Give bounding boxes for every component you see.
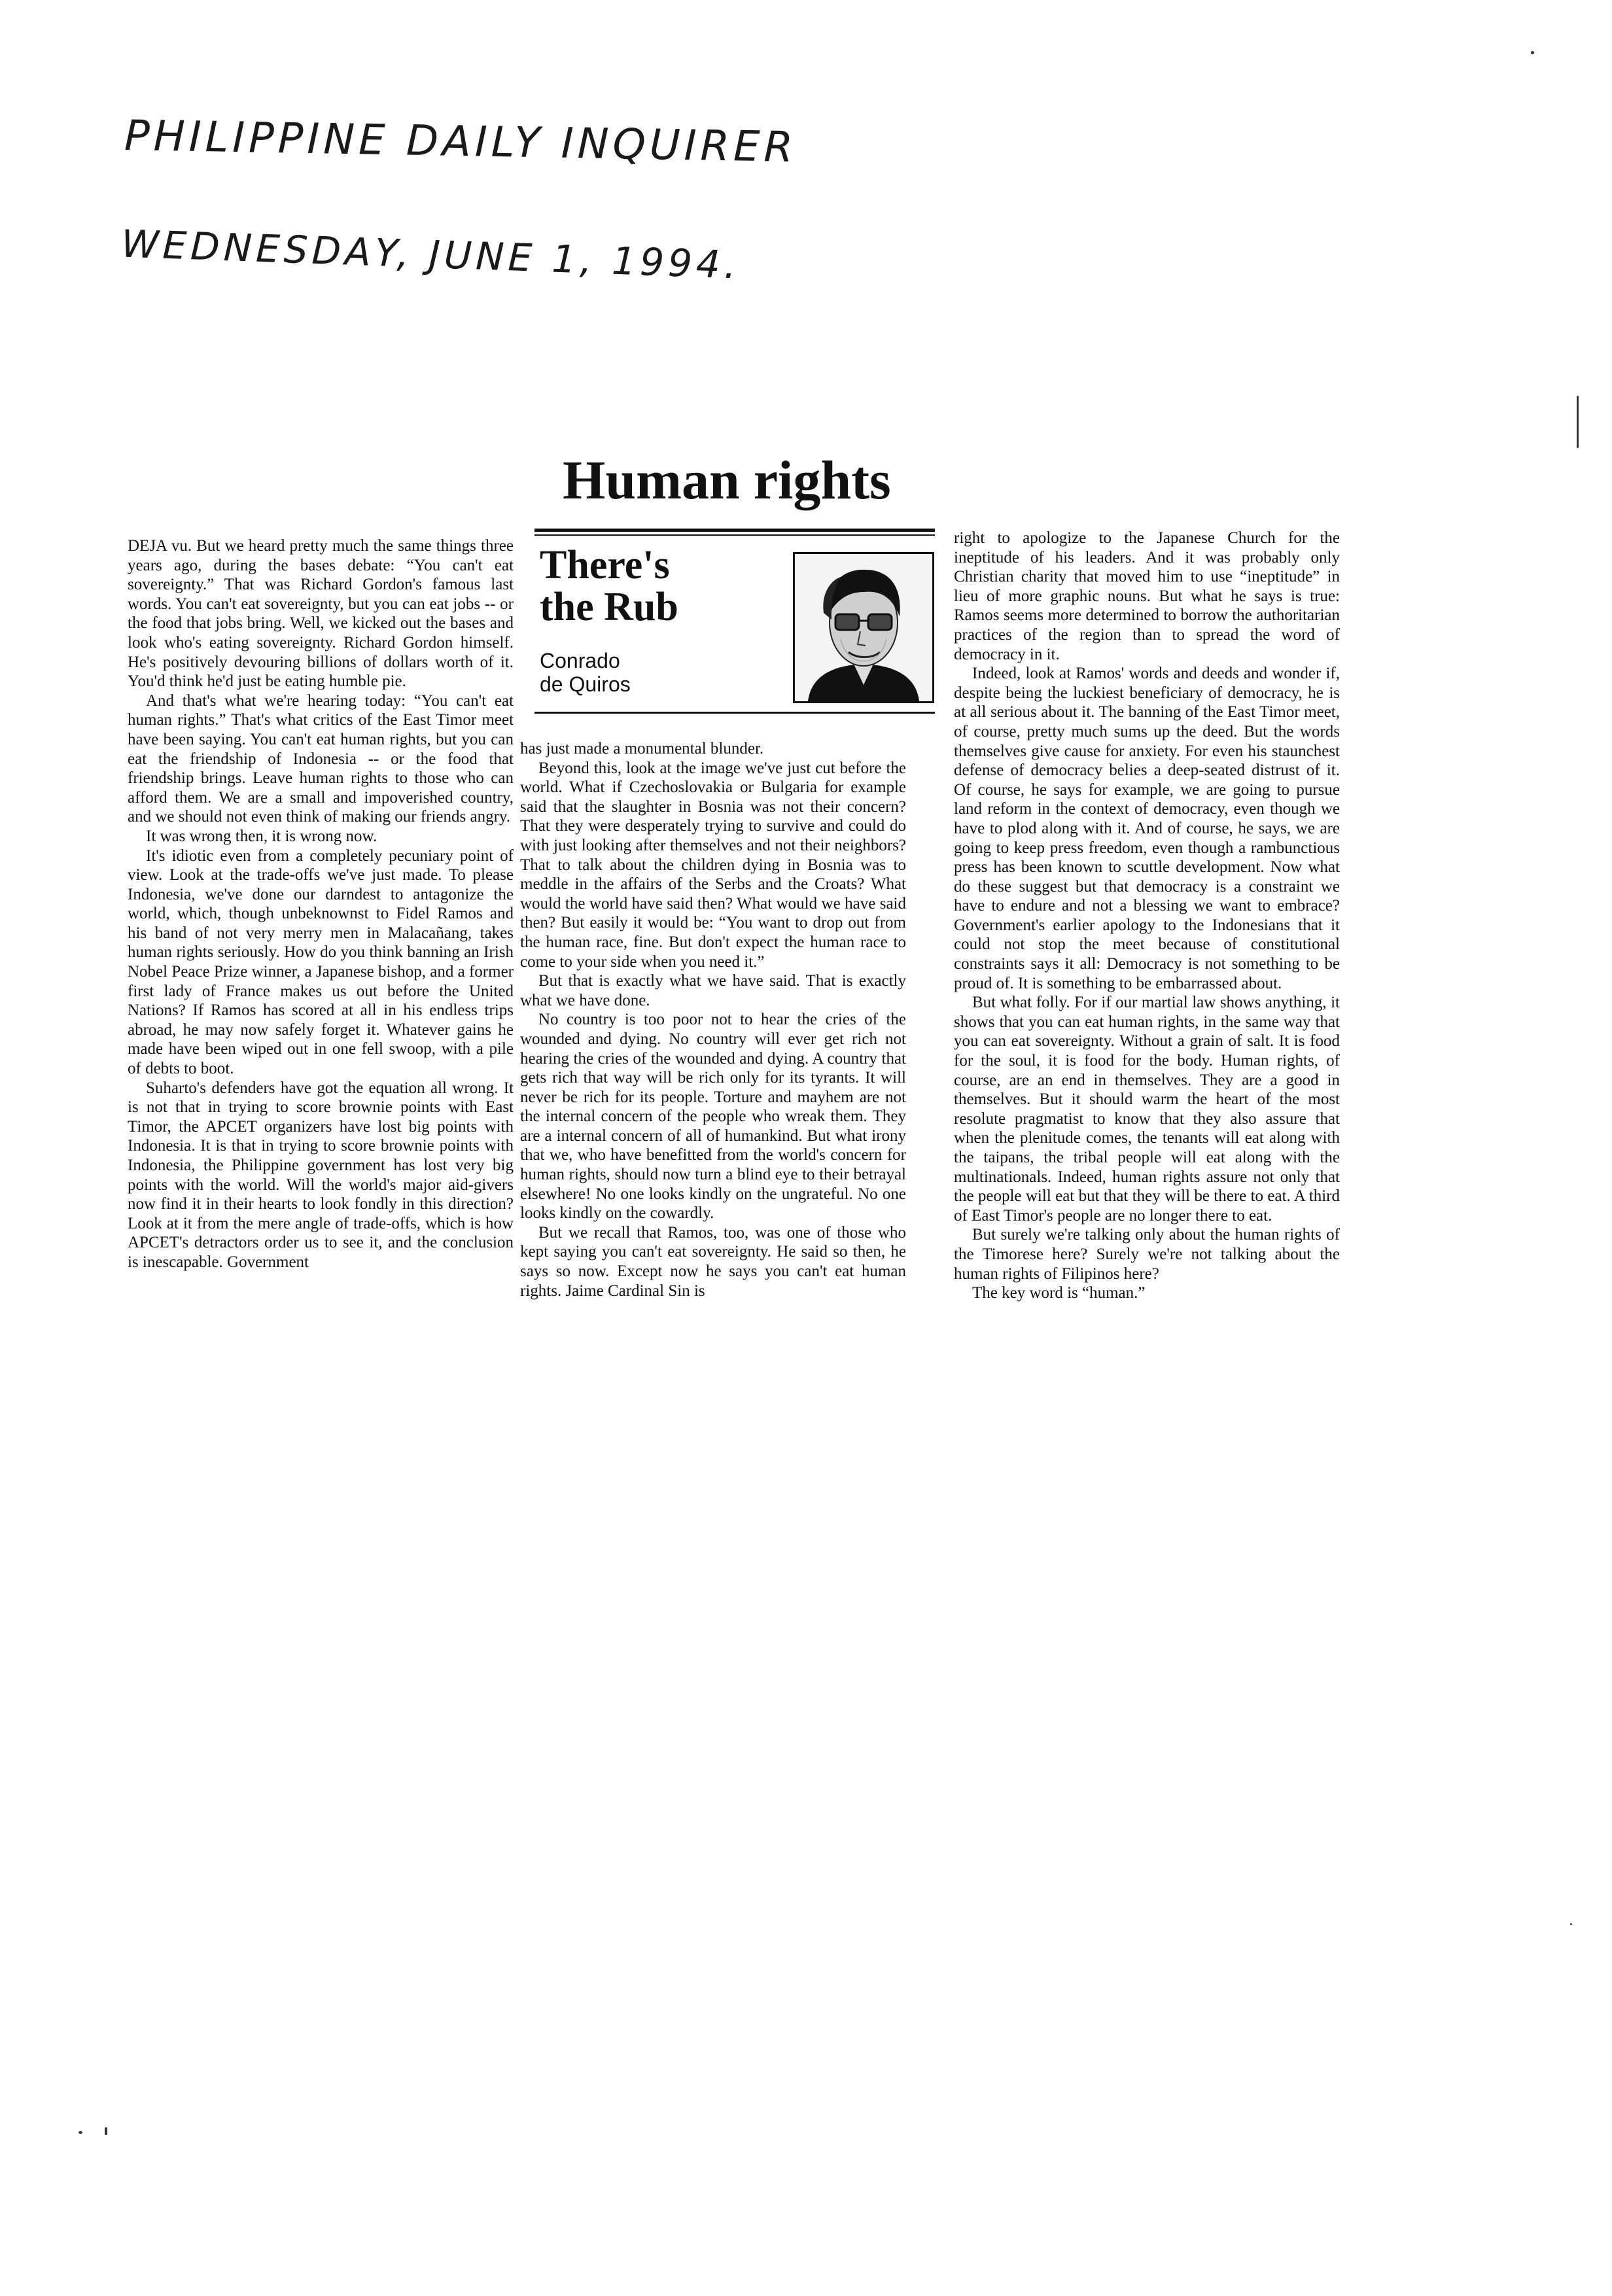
handwritten-date-note: WEDNESDAY, JUNE 1, 1994. xyxy=(120,221,741,288)
scan-speck xyxy=(1577,396,1579,448)
paragraph: No country is too poor not to hear the cries of the wounded and dying. No country will ever get rich not hearing the cries of the wounded and dying. A country that gets rich that way will be rich only for its tyrants. It will never be rich for its people. Torture and mayhem are not the internal concern of the people who wreak them. They are a internal concern of all of humankind. But what irony that we, who have benefitted from the world's concern for human rights, should now turn a blind eye to their betrayal elsewhere! No one looks kindly on the ungrateful. No one looks kindly on the cowardly. xyxy=(520,1011,906,1223)
scan-speck xyxy=(105,2127,107,2135)
author-portrait-image xyxy=(795,554,932,701)
paragraph: It was wrong then, it is wrong now. xyxy=(146,827,377,845)
paragraph: Suharto's defenders have got the equation all wrong. It is not that in trying to score brownie points with East Timor, the APCET organizers have lost big points with Indonesia. It is that in trying to score brownie points with Indonesia, the Philippine government has lost very big points with the world. Will the world's major aid-givers now find it in their hearts to look fondly in this direction? Look at it from the mere angle of trade-offs, which is how APCET's detractors order us to see it, and the conclusion is inescapable. Government xyxy=(128,1079,514,1271)
top-rule-thin xyxy=(534,534,935,536)
paragraph: Beyond this, look at the image we've just cut before the world. What if Czechoslovakia or Bulgaria for example said that the slaughter in Bosnia was not their concern? That they were desperately trying to survive and could do with just looking after themselves and not their neighbors? That to talk about the children dying in Bosnia was to meddle in the affairs of the Serbs and the Croats? What would the world have said then? What would we have said then? But easily it would be: “You want to drop out from the human race, fine. But don't expect the human race to come to your side when you need it.” xyxy=(520,759,906,971)
column-title xyxy=(540,544,678,628)
article-column-3 xyxy=(954,529,1340,1303)
column-header-box xyxy=(534,529,935,715)
paragraph: right to apologize to the Japanese Church for the ineptitude of his leaders. And it was probably only Christian charity that moved him to use “ineptitude” in lieu of more graphic nouns. But what he says is true: Ramos seems more determined to borrow the authoritarian practices of the region than to spread the word of democracy in it. xyxy=(954,529,1340,663)
paragraph: DEJA vu. But we heard pretty much the same things three years ago, during the bases debate: “You can't eat sovereignty.” That was Richard Gordon's famous last words. You can't eat sovereignty, but you can eat jobs -- or the food that jobs bring. Well, we kicked out the bases and look who's eating sovereignty. Richard Gordon himself. He's positively devouring billions of dollars worth of it. You'd think he'd just be eating humble pie. xyxy=(128,537,514,691)
handwritten-publication-note: PHILIPPINE DAILY INQUIRER xyxy=(124,112,797,172)
paragraph: has just made a monumental blunder. xyxy=(520,740,764,757)
paragraph: But surely we're talking only about the human rights of the Timorese here? Surely we're not talking about the human rights of Filipinos here? xyxy=(954,1226,1340,1283)
author-byline xyxy=(540,649,631,696)
bottom-rule xyxy=(534,712,935,714)
column-title-line: There's xyxy=(540,543,670,587)
column-title-line: the Rub xyxy=(540,585,678,629)
headline: Human rights xyxy=(563,450,891,511)
top-rule xyxy=(534,529,935,532)
scan-speck xyxy=(1570,1923,1572,1925)
author-photo xyxy=(793,552,934,703)
paragraph: But we recall that Ramos, too, was one of those who kept saying you can't eat sovereignty. He said so then, he says so now. Except now he says you can't eat human rights. Jaime Cardinal Sin is xyxy=(520,1223,906,1300)
article-column-2 xyxy=(520,739,906,1300)
scan-speck xyxy=(79,2131,82,2134)
paragraph: And that's what we're hearing today: “You can't eat human rights.” That's what critics of the East Timor meet have been saying. You can't eat human rights, but you can eat the friendship of Indonesia -- or the food that friendship brings. Leave human rights to those who can afford them. We are a small and impoverished country, and we should not even think of making our friends angry. xyxy=(128,691,514,826)
article-column-1 xyxy=(128,536,514,1272)
paragraph: Indeed, look at Ramos' words and deeds and wonder if, despite being the luckiest beneficiary of democracy, he is at all serious about it. The banning of the East Timor meet, of course, pretty much sums up the deed. But the words themselves give cause for anxiety. For even his staunchest defense of democracy belies a deep-seated distrust of it. Of course, he says for example, we are going to pursue land reform in the context of democracy, even though we have to plod along with it. And of course, he says, we are going to keep press freedom, even though a rambunctious press has been known to scuttle development. Now what do these suggest but that democracy is a constraint we have to endure and not a blessing we want to embrace? Government's earlier apology to the Indonesians that it could not stop the meet because of constitutional constraints says it all: Democracy is not something to be proud of. It is something to be embarrassed about. xyxy=(954,665,1340,992)
paragraph: But what folly. For if our martial law shows anything, it shows that you can eat human rights, in the same way that you can eat sovereignty. Without a grain of salt. It is food for the soul, it is food for the body. Human rights, of course, are an end in themselves. They are a good in themselves. But it should warm the heart of the most resolute pragmatist to know that they also assure that when the plenitude comes, the tenants will eat along with the taipans, the tribal people will eat along with the multinationals. Indeed, human rights assure not only that the people will eat but that they will be there to eat. A third of East Timor's people are no longer there to eat. xyxy=(954,994,1340,1225)
scan-speck xyxy=(1531,51,1534,54)
paragraph: The key word is “human.” xyxy=(972,1284,1146,1302)
paragraph: But that is exactly what we have said. That is exactly what we have done. xyxy=(520,972,906,1009)
author-name-line: Conrado xyxy=(540,649,620,672)
paragraph: It's idiotic even from a completely pecuniary point of view. Look at the trade-offs we've just made. To please Indonesia, we've done our darndest to antagonize the world, which, though unbeknownst to Fidel Ramos and his band of not very merry men in Malacañang, takes human rights seriously. How do you think banning an Irish Nobel Peace Prize winner, a Japanese bishop, and a former first lady of France makes us out before the United Nations? If Ramos has scored at all in his endless trips abroad, he may now safely forget it. Whatever gains he made have been wiped out in one fell swoop, with a pile of debts to boot. xyxy=(128,846,514,1078)
author-name-line: de Quiros xyxy=(540,672,631,696)
